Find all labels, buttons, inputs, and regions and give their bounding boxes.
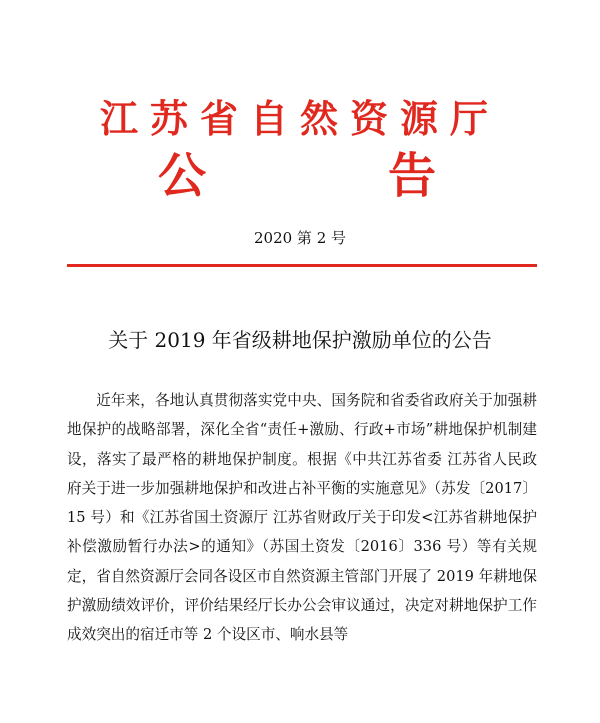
body-paragraph: 近年来，各地认真贯彻落实党中央、国务院和省委省政府关于加强耕地保护的战略部署，深化全省“责任+激励、行政+市场”耕地保护机制建设，落实了最严格的耕地保护制度。根据《中共江苏省委 江苏省人民政府关于进一步加强耕地保护和改进占补平衡的实施意见》（苏发〔2017〕15 号）和《江苏省国土资源厅 江苏省财政厅关于印发<江苏省耕地保护补偿激励暂行办法>的通知》（苏国土资发〔2016〕336 号）等有关规定，省自然资源厅会同各设区市自然资源主管部门开展了 2019 年耕地保护激励绩效评价，评价结果经厅长办公会审议通过，决定对耕地保护工作成效突出的宿迁市等 2 个设区市、响水县等 bbox=[67, 392, 537, 644]
issuer-title: 江苏省自然资源厅 bbox=[99, 96, 500, 141]
document-type-char-1: 公 bbox=[158, 148, 207, 204]
red-divider bbox=[67, 264, 537, 267]
document-number: 2020 第 2 号 bbox=[253, 229, 347, 247]
notice-body bbox=[67, 386, 537, 650]
document-type bbox=[0, 148, 600, 204]
notice-title: 关于 2019 年省级耕地保护激励单位的公告 bbox=[108, 328, 492, 352]
document-type-char-2: 告 bbox=[388, 148, 437, 204]
